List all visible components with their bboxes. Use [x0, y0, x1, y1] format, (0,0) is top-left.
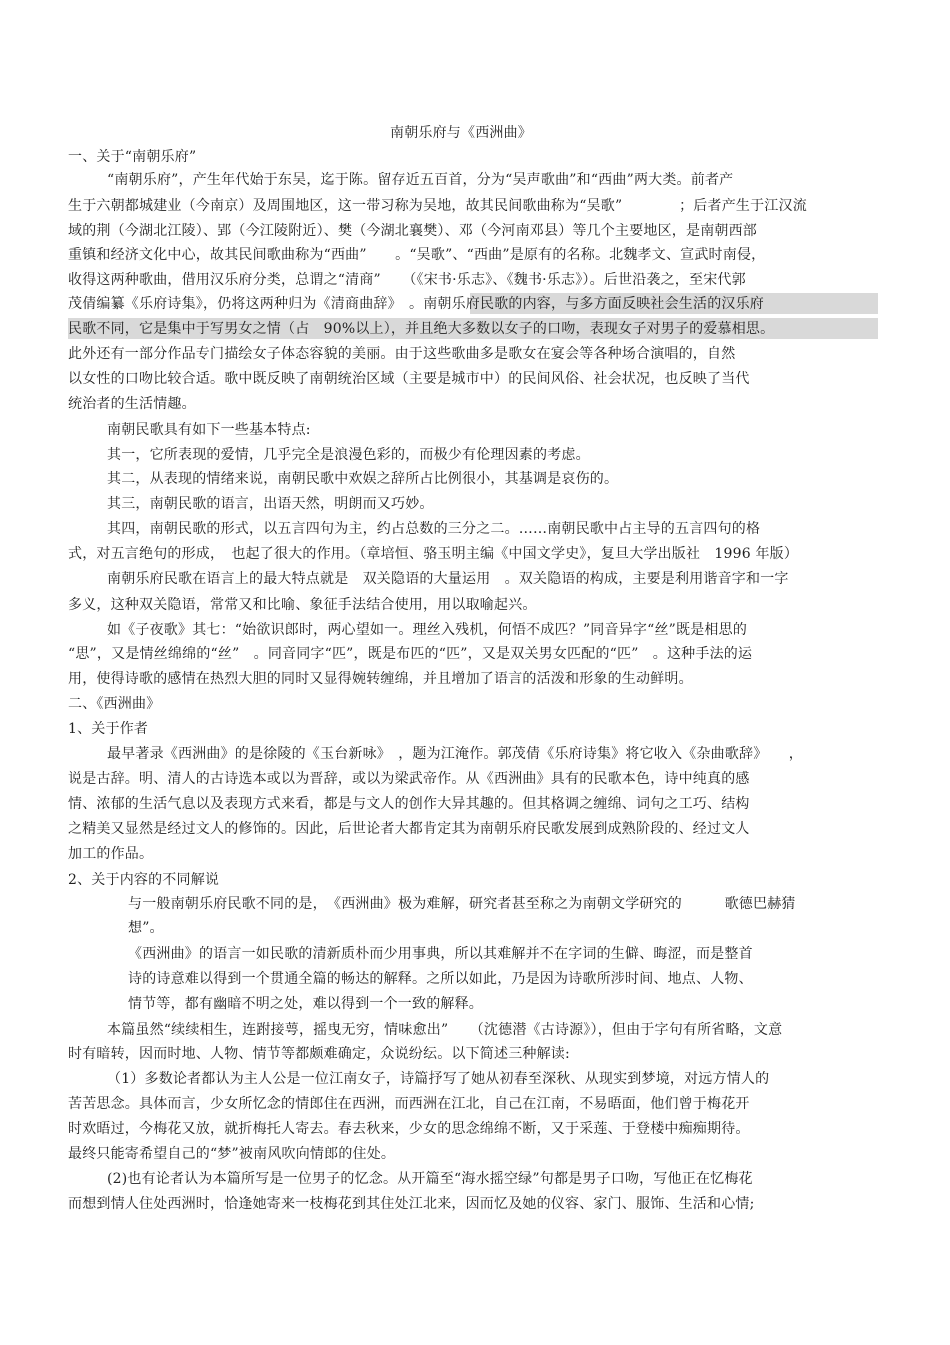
- text-line: 收得这两种歌曲，借用汉乐府分类，总谓之“清商” （《宋书·乐志》、《魏书·乐志》）。后世沿袭之，至宋代郭: [68, 272, 746, 288]
- text-line: 其三，南朝民歌的语言，出语天然，明朗而又巧妙。: [107, 496, 434, 512]
- text-line: 用，使得诗歌的感情在热烈大胆的同时又显得婉转缠绵，并且增加了语言的活泼和形象的生动鲜明。: [68, 671, 693, 687]
- text-line: (2)也有论者认为本篇所写是一位男子的忆念。从开篇至“海水摇空绿”句都是男子口吻，写他正在忆梅花: [107, 1171, 753, 1187]
- text-line: 域的荆（今湖北江陵）、郢（今江陵附近）、樊（今湖北襄樊）、邓（今河南邓县）等几个主要地区，是南朝西部: [68, 223, 757, 239]
- text-line: 与一般南朝乐府民歌不同的是， 《西洲曲》极为难解，研究者甚至称之为南朝文学研究的 歌德巴赫猜: [128, 896, 796, 912]
- text-line: “南朝乐府”，产生年代始于东吴，迄于陈。留存近五百首，分为“吴声歌曲”和“西曲”两大类。前者产: [107, 172, 734, 188]
- text-line: （1）多数论者都认为主人公是一位江南女子，诗篇抒写了她从初春至深秋、从现实到梦境，对远方情人的: [107, 1071, 770, 1087]
- subsection-heading: 2、关于内容的不同解说: [68, 872, 220, 888]
- text-line: 其一，它所表现的爱情，几乎完全是浪漫色彩的，而极少有伦理因素的考虑。: [107, 447, 590, 463]
- page-title: 南朝乐府与《西洲曲》: [390, 125, 532, 141]
- text-line: 式，对五言绝句的形成， 也起了很大的作用。（章培恒、骆玉明主编《中国文学史》，复旦大学出版社 1996 年版）: [68, 546, 799, 562]
- text-line: 其四，南朝民歌的形式，以五言四句为主，约占总数的三分之二。……南朝民歌中占主导的五言四句的格: [107, 521, 761, 537]
- text-line: 本篇虽然“续续相生，连跗接萼，摇曳无穷，情味愈出” （沈德潜《古诗源》），但由于字句有所省略，文意: [107, 1022, 783, 1038]
- section-heading: 一、关于“南朝乐府”: [68, 149, 197, 165]
- text-line: 以女性的口吻比较合适。歌中既反映了南朝统治区域（主要是城市中）的民间风俗、社会状况，也反映了当代: [68, 371, 750, 387]
- text-line: 情、浓郁的生活气息以及表现方式来看，都是与文人的创作大异其趣的。但其格调之缠绵、词句之工巧、结构: [68, 796, 750, 812]
- section-heading: 二、《西洲曲》: [68, 696, 161, 712]
- text-line: 加工的作品。: [68, 846, 154, 862]
- text-line: 统治者的生活情趣。: [68, 396, 196, 412]
- text-line: 《西洲曲》的语言一如民歌的清新质朴而少用事典，所以其难解并不在字词的生僻、晦涩，而是整首: [128, 946, 753, 962]
- text-line: 诗的诗意难以得到一个贯通全篇的畅达的解释。之所以如此，乃是因为诗歌所涉时间、地点、人物、: [128, 971, 753, 987]
- text-line: 南朝乐府民歌在语言上的最大特点就是 双关隐语的大量运用 。双关隐语的构成，主要是利用谐音字和一字: [107, 571, 789, 587]
- text-line: 民歌不同，它是集中于写男女之情（占 90%以上），并且绝大多数以女子的口吻，表现女子对男子的爱慕相思。: [68, 321, 775, 337]
- text-line: 其二，从表现的情绪来说，南朝民歌中欢娱之辞所占比例很小，其基调是哀伤的。: [107, 471, 619, 487]
- text-line: “思”，又是情丝绵绵的“丝” 。同音同字“匹”，既是布匹的“匹”，又是双关男女匹配的“匹” 。这种手法的运: [68, 646, 753, 662]
- text-line: 而想到情人住处西洲时，恰逢她寄来一枝梅花到其住处江北来，因而忆及她的仪容、家门、服饰、生活和心情;: [68, 1196, 755, 1212]
- text-line: 时有暗转，因而时地、人物、情节等都颇难确定，众说纷纭。以下简述三种解读:: [68, 1046, 570, 1062]
- text-line: 此外还有一部分作品专门描绘女子体态容貌的美丽。由于这些歌曲多是歌女在宴会等各种场合演唱的，自然: [68, 346, 736, 362]
- subsection-heading: 1、关于作者: [68, 721, 149, 737]
- text-line: 最早著录《西洲曲》的是徐陵的《玉台新咏》 ，题为江淹作。郭茂倩《乐府诗集》将它收入《杂曲歌辞》 ，: [107, 746, 803, 762]
- text-line: 最终只能寄希望自己的“梦”被南风吹向情郎的住处。: [68, 1146, 396, 1162]
- text-line: 如《子夜歌》其七：“始欲识郎时，两心望如一。理丝入残机，何悟不成匹？”同音异字“丝”既是相思的: [107, 622, 748, 638]
- text-line: 重镇和经济文化中心，故其民间歌曲称为“西曲” 。“吴歌”、“西曲”是原有的名称。北魏孝文、宣武时南侵，: [68, 247, 766, 263]
- text-line: 苦苦思念。具体而言，少女所忆念的情郎住在西洲，而西洲在江北，自己在江南，不易晤面，他们曾于梅花开: [68, 1096, 750, 1112]
- text-line: 想”。: [128, 920, 164, 936]
- text-line: 生于六朝都城建业（今南京）及周围地区，这一带习称为吴地，故其民间歌曲称为“吴歌” ；后者产生于江汉流: [68, 198, 807, 214]
- text-line: 时欢晤过，今梅花又放，就折梅托人寄去。春去秋来，少女的思念绵绵不断，又于采莲、于登楼中痴痴期待。: [68, 1121, 750, 1137]
- text-line: 说是古辞。明、清人的古诗选本或以为晋辞，或以为梁武帝作。从《西洲曲》具有的民歌本色，诗中纯真的感: [68, 771, 750, 787]
- text-line: 茂倩编纂《乐府诗集》，仍将这两种归为《清商曲辞》 。南朝乐府民歌的内容，与多方面反映社会生活的汉乐府: [68, 296, 764, 312]
- text-line: 南朝民歌具有如下一些基本特点:: [107, 422, 311, 438]
- text-line: 多义，这种双关隐语，常常又和比喻、象征手法结合使用，用以取喻起兴。: [68, 597, 537, 613]
- text-line: 之精美又显然是经过文人的修饰的。因此，后世论者大都肯定其为南朝乐府民歌发展到成熟阶段的、经过文人: [68, 821, 750, 837]
- text-line: 情节等，都有幽暗不明之处，难以得到一个一致的解释。: [128, 996, 483, 1012]
